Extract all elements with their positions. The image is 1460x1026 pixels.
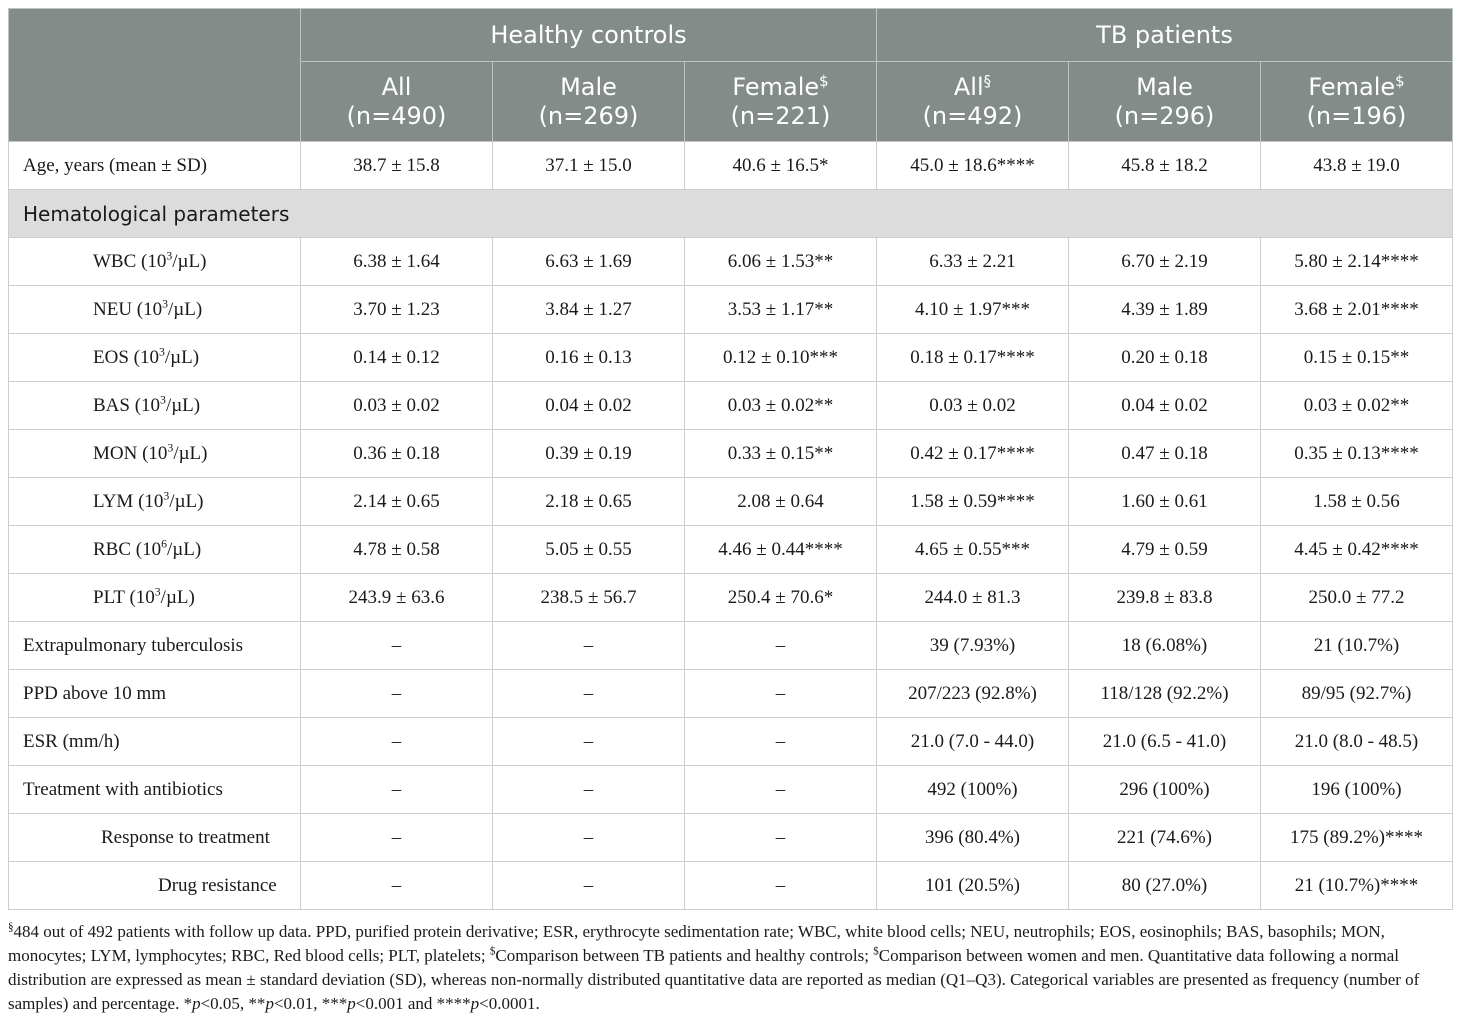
- table-cell: 175 (89.2%)****: [1261, 814, 1453, 862]
- row-label: [9, 334, 301, 382]
- row-label: [9, 574, 301, 622]
- subcol-label: Male: [560, 72, 617, 101]
- table-cell: 3.70 ± 1.23: [301, 286, 493, 334]
- row-label-unit: /µL): [169, 490, 204, 512]
- table-cell: –: [301, 814, 493, 862]
- table-cell: 221 (74.6%): [1069, 814, 1261, 862]
- row-label-sup: 3: [163, 489, 170, 503]
- table-cell: 21.0 (7.0 - 44.0): [877, 718, 1069, 766]
- subcol-sup: §: [983, 71, 992, 90]
- table-row: [9, 238, 1453, 286]
- table-cell: –: [685, 670, 877, 718]
- footnote-text: Comparison between women and men. Quantitative data following a normal distribution are expressed as mean ± standard deviation (SD), whereas non-normally distributed quantitative data are reported as median (Q1–Q3). Categorical variables are presented as frequency (number of samples) and percentage. *: [8, 946, 1420, 1013]
- table-row: [9, 286, 1453, 334]
- section-row: [9, 190, 1453, 238]
- row-label: [9, 142, 301, 190]
- row-label-sup: 3: [167, 441, 174, 455]
- table-cell: 45.8 ± 18.2: [1069, 142, 1261, 190]
- row-label-sup: 3: [166, 249, 173, 263]
- table-cell: 0.16 ± 0.13: [493, 334, 685, 382]
- table-cell: –: [685, 766, 877, 814]
- subcol-label: Male: [1136, 72, 1193, 101]
- row-label-sup: 3: [162, 297, 169, 311]
- table-cell: 37.1 ± 15.0: [493, 142, 685, 190]
- table-cell: 21 (10.7%): [1261, 622, 1453, 670]
- table-cell: 101 (20.5%): [877, 862, 1069, 910]
- table-cell: 196 (100%): [1261, 766, 1453, 814]
- table-cell: 38.7 ± 15.8: [301, 142, 493, 190]
- header-subcol-1: [493, 62, 685, 142]
- row-label: [9, 526, 301, 574]
- table-cell: 0.03 ± 0.02: [877, 382, 1069, 430]
- table-cell: 0.04 ± 0.02: [493, 382, 685, 430]
- row-label-text: Drug resistance: [158, 874, 277, 896]
- table-cell: 2.18 ± 0.65: [493, 478, 685, 526]
- table-row: [9, 478, 1453, 526]
- header-group-tb-patients: TB patients: [877, 9, 1453, 62]
- table-row: [9, 622, 1453, 670]
- table-row: [9, 862, 1453, 910]
- table-cell: 4.78 ± 0.58: [301, 526, 493, 574]
- row-label-text: Treatment with antibiotics: [23, 778, 223, 800]
- row-label-unit: /µL): [164, 346, 200, 368]
- table-cell: –: [493, 766, 685, 814]
- table-row: [9, 526, 1453, 574]
- row-label: [9, 430, 301, 478]
- table-cell: 89/95 (92.7%): [1261, 670, 1453, 718]
- table-cell: 43.8 ± 19.0: [1261, 142, 1453, 190]
- table-cell: 3.53 ± 1.17**: [685, 286, 877, 334]
- subcol-n: (n=269): [538, 101, 639, 130]
- table-cell: 1.58 ± 0.56: [1261, 478, 1453, 526]
- row-label-unit: /µL): [168, 298, 203, 320]
- table-cell: –: [493, 862, 685, 910]
- table-cell: 4.65 ± 0.55***: [877, 526, 1069, 574]
- table-cell: 21.0 (8.0 - 48.5): [1261, 718, 1453, 766]
- subcol-label: Female: [732, 72, 820, 101]
- table-cell: 0.18 ± 0.17****: [877, 334, 1069, 382]
- table-cell: 492 (100%): [877, 766, 1069, 814]
- table-cell: 207/223 (92.8%): [877, 670, 1069, 718]
- table-cell: 5.05 ± 0.55: [493, 526, 685, 574]
- table-cell: 4.46 ± 0.44****: [685, 526, 877, 574]
- table-cell: 0.15 ± 0.15**: [1261, 334, 1453, 382]
- footnote-p: p: [347, 994, 356, 1013]
- table-row: [9, 334, 1453, 382]
- table-cell: 4.10 ± 1.97***: [877, 286, 1069, 334]
- table-cell: 2.08 ± 0.64: [685, 478, 877, 526]
- row-label-text: NEU (10: [93, 298, 163, 320]
- table-cell: 244.0 ± 81.3: [877, 574, 1069, 622]
- characteristics-table: [8, 8, 1453, 910]
- row-label-unit: /µL): [172, 250, 207, 272]
- row-label-text: PPD above 10 mm: [23, 682, 167, 704]
- table-cell: 5.80 ± 2.14****: [1261, 238, 1453, 286]
- table-cell: –: [301, 622, 493, 670]
- row-label-text: Age, years (mean ± SD): [23, 154, 208, 176]
- table-cell: 4.79 ± 0.59: [1069, 526, 1261, 574]
- subcol-n: (n=490): [346, 101, 447, 130]
- row-label: [9, 814, 301, 862]
- table-cell: 0.36 ± 0.18: [301, 430, 493, 478]
- row-label-text: WBC (10: [93, 250, 167, 272]
- header-corner: [9, 9, 301, 142]
- table-cell: 80 (27.0%): [1069, 862, 1261, 910]
- subcol-label: Female: [1308, 72, 1396, 101]
- table-cell: 6.06 ± 1.53**: [685, 238, 877, 286]
- row-label-text: Response to treatment: [101, 826, 270, 848]
- table-cell: 250.4 ± 70.6*: [685, 574, 877, 622]
- table-cell: 45.0 ± 18.6****: [877, 142, 1069, 190]
- row-label-sup: 3: [158, 345, 165, 359]
- row-label-unit: /µL): [160, 586, 195, 608]
- footnote-p: p: [470, 994, 480, 1013]
- table-cell: –: [493, 718, 685, 766]
- table-cell: 250.0 ± 77.2: [1261, 574, 1453, 622]
- table-row: [9, 142, 1453, 190]
- row-label-text: Extrapulmonary tuberculosis: [23, 634, 244, 656]
- table-cell: –: [301, 862, 493, 910]
- row-label-text: LYM (10: [93, 490, 164, 512]
- subcol-n: (n=221): [730, 101, 831, 130]
- header-group-healthy-controls: Healthy controls: [301, 9, 877, 62]
- footnote-text: <0.001 and ****: [355, 994, 471, 1013]
- table-cell: 0.39 ± 0.19: [493, 430, 685, 478]
- table-row: [9, 382, 1453, 430]
- row-label-text: EOS (10: [93, 346, 159, 368]
- subcol-n: (n=196): [1306, 101, 1407, 130]
- row-label-text: ESR (mm/h): [23, 730, 120, 752]
- table-cell: 296 (100%): [1069, 766, 1261, 814]
- table-cell: 396 (80.4%): [877, 814, 1069, 862]
- subcol-label: All: [953, 72, 984, 101]
- row-label-text: RBC (10: [93, 538, 162, 560]
- table-cell: 6.63 ± 1.69: [493, 238, 685, 286]
- table-cell: 0.03 ± 0.02: [301, 382, 493, 430]
- footnote-p: p: [192, 994, 201, 1013]
- table-cell: 3.84 ± 1.27: [493, 286, 685, 334]
- table-cell: –: [301, 718, 493, 766]
- row-label-sup: 3: [160, 393, 166, 407]
- footnote-symbol: §: [8, 921, 14, 934]
- footnote-symbol: $: [489, 945, 496, 958]
- data-table-container: [8, 8, 1452, 910]
- table-cell: –: [685, 862, 877, 910]
- footnote-text: Comparison between TB patients and healthy controls;: [495, 946, 874, 965]
- row-label-unit: /µL): [173, 442, 208, 464]
- table-cell: 18 (6.08%): [1069, 622, 1261, 670]
- table-row: [9, 814, 1453, 862]
- row-label-text: BAS (10: [93, 394, 161, 416]
- table-cell: 40.6 ± 16.5*: [685, 142, 877, 190]
- table-cell: 2.14 ± 0.65: [301, 478, 493, 526]
- row-label-unit: /µL): [167, 538, 202, 560]
- table-cell: 0.04 ± 0.02: [1069, 382, 1261, 430]
- table-cell: 1.58 ± 0.59****: [877, 478, 1069, 526]
- row-label: [9, 766, 301, 814]
- header-subcol-2: [685, 62, 877, 142]
- row-label: [9, 478, 301, 526]
- table-cell: –: [685, 814, 877, 862]
- header-subcol-5: [1261, 62, 1453, 142]
- subcol-sup: $: [1395, 71, 1405, 90]
- subcol-sup: $: [819, 71, 829, 90]
- table-footnote: [8, 920, 1452, 1016]
- row-label: [9, 670, 301, 718]
- table-cell: 0.33 ± 0.15**: [685, 430, 877, 478]
- table-cell: 0.47 ± 0.18: [1069, 430, 1261, 478]
- footnote-text: <0.01, ***: [273, 994, 348, 1013]
- row-label: [9, 862, 301, 910]
- subcol-n: (n=492): [922, 101, 1023, 130]
- table-row: [9, 766, 1453, 814]
- table-cell: 3.68 ± 2.01****: [1261, 286, 1453, 334]
- footnote-p: p: [265, 994, 274, 1013]
- subcol-label: All: [381, 72, 412, 101]
- table-cell: 239.8 ± 83.8: [1069, 574, 1261, 622]
- table-cell: 0.35 ± 0.13****: [1261, 430, 1453, 478]
- table-row: [9, 718, 1453, 766]
- table-cell: –: [493, 670, 685, 718]
- table-cell: 4.45 ± 0.42****: [1261, 526, 1453, 574]
- table-cell: –: [301, 766, 493, 814]
- table-row: [9, 574, 1453, 622]
- footnote-text: <0.0001.: [479, 994, 540, 1013]
- table-cell: 21.0 (6.5 - 41.0): [1069, 718, 1261, 766]
- table-row: [9, 670, 1453, 718]
- row-label-sup: 3: [154, 585, 161, 599]
- table-cell: 21 (10.7%)****: [1261, 862, 1453, 910]
- section-label: Hematological parameters: [9, 190, 1453, 238]
- row-label: [9, 718, 301, 766]
- footnote-text: 484 out of 492 patients with follow up data. PPD, purified protein derivative; ESR, erythrocyte sedimentation rate; WBC, white blood cells; NEU, neutrophils; EOS, eosinophils; BAS, basophils; MON, monocytes; LYM, lymphocytes; RBC, Red blood cells; PLT, platelets;: [8, 922, 1385, 965]
- row-label: [9, 622, 301, 670]
- table-cell: 0.42 ± 0.17****: [877, 430, 1069, 478]
- row-label: [9, 238, 301, 286]
- table-cell: –: [301, 670, 493, 718]
- footnote-symbol: $: [873, 945, 879, 958]
- table-cell: 0.03 ± 0.02**: [685, 382, 877, 430]
- table-cell: 0.12 ± 0.10***: [685, 334, 877, 382]
- table-cell: 238.5 ± 56.7: [493, 574, 685, 622]
- table-cell: 1.60 ± 0.61: [1069, 478, 1261, 526]
- table-cell: 0.03 ± 0.02**: [1261, 382, 1453, 430]
- row-label-unit: /µL): [165, 394, 201, 416]
- table-cell: 0.20 ± 0.18: [1069, 334, 1261, 382]
- table-cell: –: [685, 718, 877, 766]
- header-group-row: [9, 9, 1453, 62]
- table-cell: –: [685, 622, 877, 670]
- footnote-text: <0.05, **: [200, 994, 266, 1013]
- table-cell: –: [493, 622, 685, 670]
- row-label: [9, 382, 301, 430]
- table-cell: 118/128 (92.2%): [1069, 670, 1261, 718]
- row-label: [9, 286, 301, 334]
- subcol-n: (n=296): [1114, 101, 1215, 130]
- table-cell: 4.39 ± 1.89: [1069, 286, 1261, 334]
- table-body: [9, 142, 1453, 910]
- table-row: [9, 430, 1453, 478]
- table-cell: 6.70 ± 2.19: [1069, 238, 1261, 286]
- table-cell: 6.38 ± 1.64: [301, 238, 493, 286]
- row-label-sup: 6: [161, 537, 167, 551]
- table-cell: 243.9 ± 63.6: [301, 574, 493, 622]
- header-subcol-4: [1069, 62, 1261, 142]
- header-subcol-0: [301, 62, 493, 142]
- table-cell: 6.33 ± 2.21: [877, 238, 1069, 286]
- header-subcol-3: [877, 62, 1069, 142]
- table-cell: 0.14 ± 0.12: [301, 334, 493, 382]
- table-cell: 39 (7.93%): [877, 622, 1069, 670]
- row-label-text: PLT (10: [93, 586, 155, 608]
- row-label-text: MON (10: [93, 442, 168, 464]
- table-cell: –: [493, 814, 685, 862]
